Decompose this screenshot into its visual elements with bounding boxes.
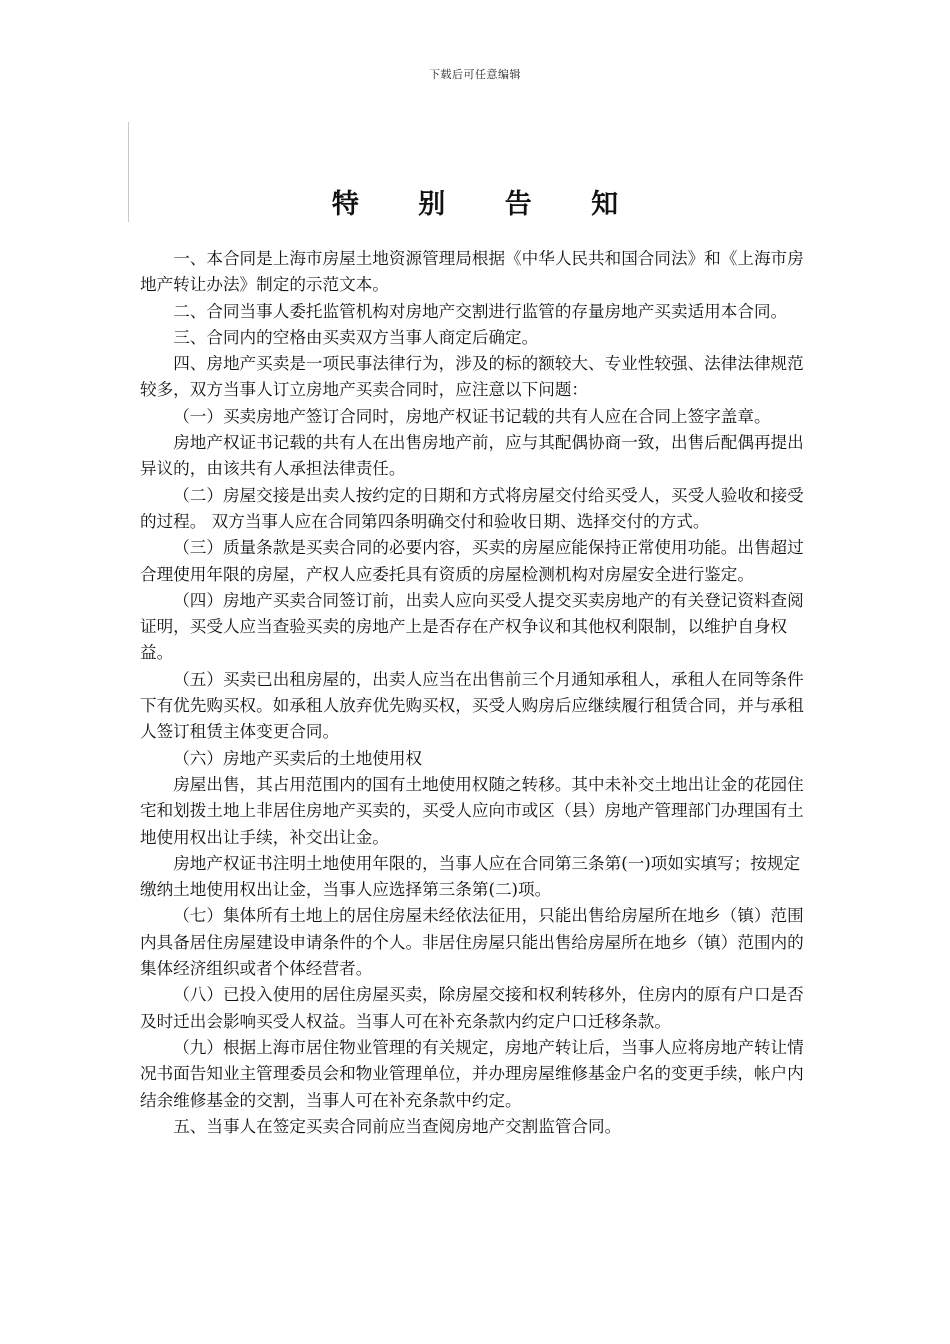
paragraph-6: 房地产权证书记载的共有人在出售房地产前，应与其配偶协商一致，出售后配偶再提出异议的，由该共有人承担法律责任。 (140, 433, 804, 479)
paragraph-12: 房屋出售，其占用范围内的国有土地使用权随之转移。其中未补交土地出让金的花园住宅和划拨土地上非居住房地产买卖的，买受人应向市或区（县）房地产管理部门办理国有土地使用权出让手续，补交出让金。 (140, 774, 804, 847)
paragraph-1: 一、本合同是上海市房屋土地资源管理局根据《中华人民共和国合同法》和《上海市房地产转让办法》制定的示范文本。 (140, 249, 804, 295)
document-title: 特 别 告 知 (331, 189, 644, 220)
paragraph-16: （九）根据上海市居住物业管理的有关规定，房地产转让后，当事人应将房地产转让情况书面告知业主管理委员会和物业管理单位，并办理房屋维修基金户名的变更手续，帐户内结余维修基金的交割，当事人可在补充条款中约定。 (140, 1037, 804, 1110)
paragraph-10: （五）买卖已出租房屋的，出卖人应当在出售前三个月通知承租人，承租人在同等条件下有优先购买权。如承租人放弃优先购买权，买受人购房后应继续履行租赁合同，并与承租人签订租赁主体变更合同。 (140, 669, 804, 742)
paragraph-3: 三、合同内的空格由买卖双方当事人商定后确定。 (173, 327, 539, 347)
paragraph-4: 四、房地产买卖是一项民事法律行为，涉及的标的额较大、专业性较强、法律法律规范较多，双方当事人订立房地产买卖合同时，应注意以下问题： (140, 354, 804, 400)
document-body (140, 246, 812, 1140)
paragraph-15: （八）已投入使用的居住房屋买卖，除房屋交接和权利转移外，住房内的原有户口是否及时迁出会影响买受人权益。当事人可在补充条款内约定户口迁移条款。 (140, 985, 804, 1031)
paragraph-7: （二）房屋交接是出卖人按约定的日期和方式将房屋交付给买受人，买受人验收和接受的过程。 双方当事人应在合同第四条明确交付和验收日期、选择交付的方式。 (140, 485, 804, 531)
header-note: 下载后可任意编辑 (429, 68, 521, 81)
paragraph-2: 二、合同当事人委托监管机构对房地产交割进行监管的存量房地产买卖适用本合同。 (173, 301, 788, 321)
paragraph-9: （四）房地产买卖合同签订前，出卖人应向买受人提交买卖房地产的有关登记资料查阅证明，买受人应当查验买卖的房地产上是否存在产权争议和其他权利限制，以维护自身权益。 (140, 590, 804, 663)
paragraph-11: （六）房地产买卖后的土地使用权 (173, 748, 423, 768)
paragraph-8: （三）质量条款是买卖合同的必要内容，买卖的房屋应能保持正常使用功能。出售超过合理使用年限的房屋，产权人应委托具有资质的房屋检测机构对房屋安全进行鉴定。 (140, 538, 804, 584)
paragraph-13: 房地产权证书注明土地使用年限的，当事人应在合同第三条第(一)项如实填写；按规定缴纳土地使用权出让金，当事人应选择第三条第(二)项。 (140, 853, 801, 900)
paragraph-5: （一）买卖房地产签订合同时，房地产权证书记载的共有人应在合同上签字盖章。 (173, 406, 771, 426)
paragraph-14: （七）集体所有土地上的居住房屋未经依法征用，只能出售给房屋所在地乡（镇）范围内具备居住房屋建设申请条件的个人。非居住房屋只能出售给房屋所在地乡（镇）范围内的集体经济组织或者个体经营者。 (140, 906, 804, 979)
paragraph-17: 五、当事人在签定买卖合同前应当查阅房地产交割监管合同。 (173, 1116, 622, 1136)
